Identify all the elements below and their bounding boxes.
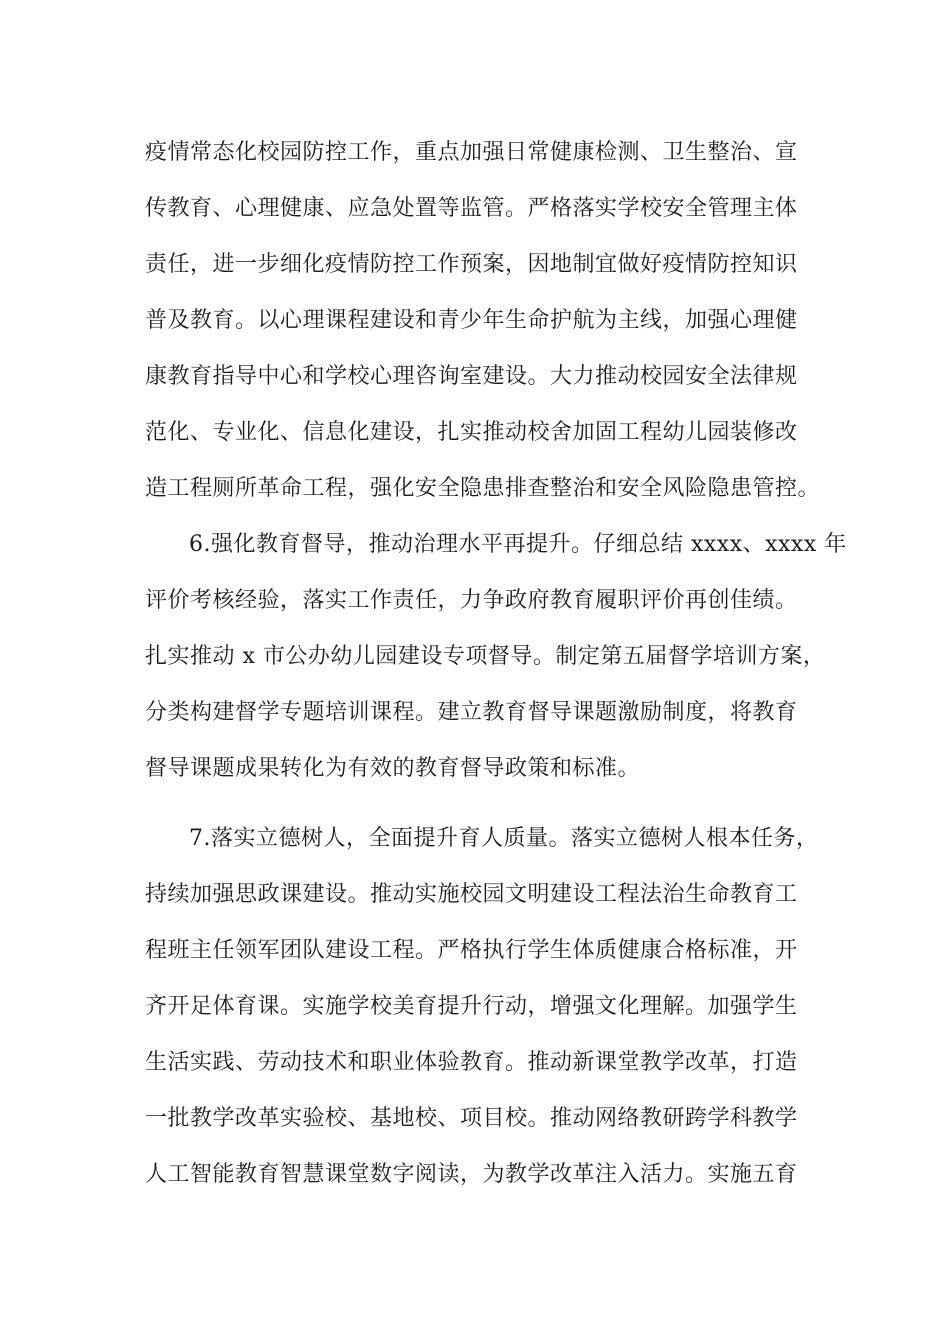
- text-line-15: 程班主任领军团队建设工程。严格执行学生体质健康合格标准，开: [145, 938, 798, 963]
- text-line-3: 责任，进一步细化疫情防控工作预案，因地制宜做好疫情防控知识: [145, 252, 798, 277]
- text-line-5: 康教育指导中心和学校心理咨询室建设。大力推动校园安全法律规: [145, 364, 798, 389]
- text-line-11: 分类构建督学专题培训课程。建立教育督导课题激励制度，将教育: [145, 700, 798, 725]
- text-line-2: 传教育、心理健康、应急处置等监管。严格落实学校安全管理主体: [145, 196, 798, 221]
- text-line-16: 齐开足体育课。实施学校美育提升行动，增强文化理解。加强学生: [145, 994, 798, 1019]
- paragraph-6-heading-line: 6.强化教育督导，推动治理水平再提升。仔细总结 xxxx、xxxx 年: [189, 532, 847, 557]
- text-line-12: 督导课题成果转化为有效的教育督导政策和标准。: [145, 756, 641, 781]
- text-line-9: 评价考核经验，落实工作责任，力争政府教育履职评价再创佳绩。: [145, 588, 798, 613]
- text-line-17: 生活实践、劳动技术和职业体验教育。推动新课堂教学改革，打造: [145, 1050, 798, 1075]
- text-line-10: 扎实推动 x 市公办幼儿园建设专项督导。制定第五届督学培训方案，: [145, 644, 826, 669]
- text-line-18: 一批教学改革实验校、基地校、项目校。推动网络教研跨学科教学: [145, 1106, 798, 1131]
- text-line-19: 人工智能教育智慧课堂数字阅读，为教学改革注入活力。实施五育: [145, 1162, 798, 1187]
- text-line-1: 疫情常态化校园防控工作，重点加强日常健康检测、卫生整治、宣: [145, 140, 798, 165]
- text-line-6: 范化、专业化、信息化建设，扎实推动校舍加固工程幼儿园装修改: [145, 420, 798, 445]
- text-line-4: 普及教育。以心理课程建设和青少年生命护航为主线，加强心理健: [145, 308, 798, 333]
- text-line-7: 造工程厕所革命工程，强化安全隐患排查整治和安全风险隐患管控。: [145, 476, 821, 501]
- paragraph-7-heading-line: 7.落实立德树人，全面提升育人质量。落实立德树人根本任务，: [189, 826, 819, 851]
- text-line-14: 持续加强思政课建设。推动实施校园文明建设工程法治生命教育工: [145, 882, 798, 907]
